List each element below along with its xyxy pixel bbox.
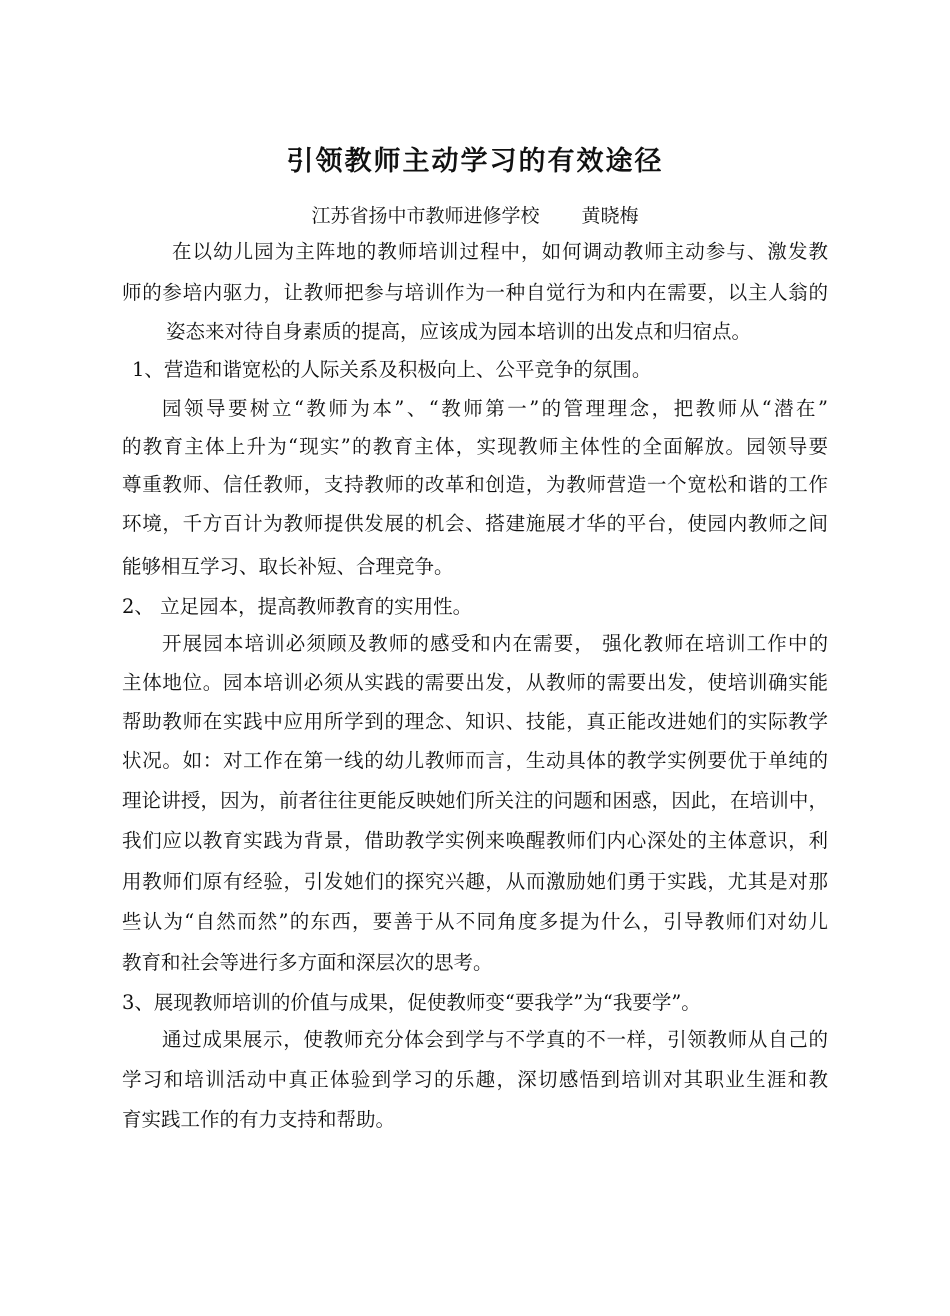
text-line: 尊重教师、信任教师，支持教师的改革和创造，为教师营造一个宽松和谐的工作 — [122, 473, 828, 496]
text-line: 开展园本培训必须顾及教师的感受和内在需要， 强化教师在培训工作中的 — [162, 632, 828, 655]
author-name: 黄晓梅 — [581, 205, 639, 227]
text-line: 姿态来对待自身素质的提高，应该成为园本培训的出发点和归宿点。 — [166, 320, 752, 343]
text-line: 学习和培训活动中真正体验到学习的乐趣，深切感悟到培训对其职业生涯和教 — [122, 1068, 828, 1091]
text-line: 的教育主体上升为“现实”的教育主体，实现教师主体性的全面解放。园领导要 — [122, 435, 828, 458]
text-line: 师的参培内驱力，让教师把参与培训作为一种自觉行为和内在需要，以主人翁的 — [122, 281, 828, 304]
text-line: 环境，千方百计为教师提供发展的机会、搭建施展才华的平台，使园内教师之间 — [122, 512, 828, 535]
byline — [0, 200, 950, 232]
text-line: 我们应以教育实践为背景，借助教学实例来唤醒教师们内心深处的主体意识，利 — [122, 829, 828, 852]
text-line: 理论讲授，因为，前者往往更能反映她们所关注的问题和困惑，因此，在培训中， — [122, 789, 828, 812]
section-heading: 1、营造和谐宽松的人际关系及积极向上、公平竞争的氛围。 — [132, 358, 652, 381]
text-line: 主体地位。园本培训必须从实践的需要出发，从教师的需要出发，使培训确实能 — [122, 671, 828, 694]
section-heading: 2、 立足园本，提高教师教育的实用性。 — [122, 595, 473, 618]
section-heading: 3、展现教师培训的价值与成果，促使教师变“要我学”为“我要学”。 — [122, 991, 701, 1014]
text-line: 帮助教师在实践中应用所学到的理念、知识、技能，真正能改进她们的实际教学 — [122, 710, 828, 733]
text-line: 通过成果展示，使教师充分体会到学与不学真的不一样，引领教师从自己的 — [162, 1028, 828, 1051]
author-affiliation: 江苏省扬中市教师进修学校 — [311, 205, 540, 227]
text-line: 教育和社会等进行多方面和深层次的思考。 — [122, 951, 493, 974]
text-line: 些认为“自然而然”的东西，要善于从不同角度多提为什么，引导教师们对幼儿 — [122, 910, 828, 933]
text-line: 育实践工作的有力支持和帮助。 — [122, 1108, 396, 1131]
text-line: 用教师们原有经验，引发她们的探究兴趣，从而激励她们勇于实践，尤其是对那 — [122, 870, 828, 893]
text-line: 能够相互学习、取长补短、合理竞争。 — [122, 555, 454, 578]
text-line: 状况。如：对工作在第一线的幼儿教师而言，生动具体的教学实例要优于单纯的 — [122, 749, 828, 772]
text-line: 在以幼儿园为主阵地的教师培训过程中，如何调动教师主动参与、激发教 — [172, 240, 828, 263]
text-line: 园领导要树立“教师为本”、“教师第一”的管理理念，把教师从“潜在” — [162, 397, 828, 420]
document-title: 引领教师主动学习的有效途径 — [286, 146, 664, 177]
